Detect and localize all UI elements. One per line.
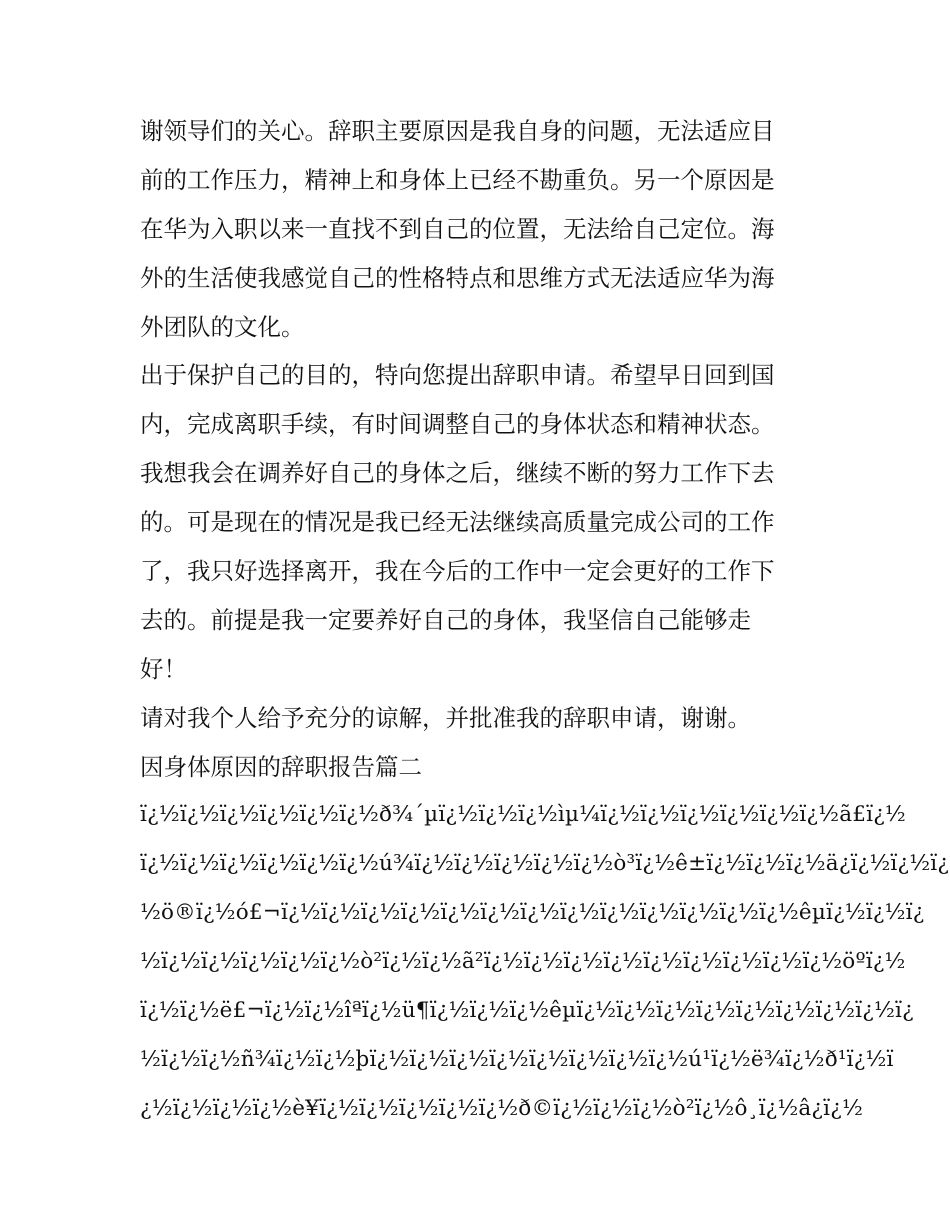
paragraph-resignation-request bbox=[140, 351, 812, 693]
paragraph-gratitude-reasons bbox=[140, 107, 812, 351]
text-line: 的。可是现在的情况是我已经无法继续高质量完成公司的工作 bbox=[140, 508, 775, 537]
section-heading bbox=[140, 743, 812, 792]
text-line: 了，我只好选择离开，我在今后的工作中一定会更好的工作下 bbox=[140, 557, 775, 586]
text-line: 我想我会在调养好自己的身体之后，继续不断的努力工作下去 bbox=[140, 459, 775, 488]
text-line: 外团队的文化。 bbox=[140, 312, 305, 341]
garbled-line: ½ï¿½ï¿½ñ¾ï¿½ï¿½þï¿½ï¿½ï¿½ï¿½ï¿½ï¿½ï¿½ï¿½ú¹ï¿½ë¾ï¿½ð¹ï¿½ï bbox=[140, 1046, 894, 1072]
garbled-line: ½ö®ï¿½ó£¬ï¿½ï¿½ï¿½ï¿½ï¿½ï¿½ï¿½ï¿½ï¿½ï¿½ï¿½ï¿½ï¿½êµï¿½ï¿½ï¿ bbox=[140, 900, 925, 926]
text-line: 出于保护自己的目的，特向您提出辞职申请。希望早日回到国 bbox=[140, 361, 775, 390]
heading-line: 因身体原因的辞职报告篇二 bbox=[140, 752, 422, 781]
garbled-line: ï¿½ï¿½ï¿½ï¿½ï¿½ï¿½ú¾ï¿½ï¿½ï¿½ï¿½ï¿½ò³ï¿½ê±ï¿½ï¿½ï¿½ä¿ï¿½ï¿½ï¿ bbox=[140, 851, 950, 877]
text-line: 谢领导们的关心。辞职主要原因是我自身的问题，无法适应目 bbox=[140, 117, 775, 145]
text-line: 去的。前提是我一定要养好自己的身体，我坚信自己能够走 bbox=[140, 605, 751, 634]
garbled-line: ¿½ï¿½ï¿½ï¿½è¥ï¿½ï¿½ï¿½ï¿½ï¿½ð©ï¿½ï¿½ï¿½ò²ï¿½ô¸ï¿½â¿ï¿½ bbox=[140, 1095, 863, 1121]
text-line: 内，完成离职手续，有时间调整自己的身体状态和精神状态。 bbox=[140, 410, 775, 439]
text-line: 在华为入职以来一直找不到自己的位置，无法给自己定位。海 bbox=[140, 214, 775, 243]
paragraph-garbled-text bbox=[140, 791, 950, 1133]
garbled-line: ï¿½ï¿½ï¿½ï¿½ï¿½ï¿½ð¾´µï¿½ï¿½ï¿½ìµ¼ï¿½ï¿½ï¿½ï¿½ï¿½ï¿½ã£ï¿½ bbox=[140, 802, 906, 828]
text-line: 好！ bbox=[140, 654, 187, 683]
paragraph-closing bbox=[140, 694, 812, 743]
garbled-line: ï¿½ï¿½ë£¬ï¿½ï¿½îªï¿½ü¶ï¿½ï¿½ï¿½êµï¿½ï¿½ï¿½ï¿½ï¿½ï¿½ï¿½ï¿½ï¿ bbox=[140, 998, 914, 1024]
text-line: 请对我个人给予充分的谅解，并批准我的辞职申请，谢谢。 bbox=[140, 703, 751, 732]
text-line: 外的生活使我感觉自己的性格特点和思维方式无法适应华为海 bbox=[140, 263, 775, 292]
text-line: 前的工作压力，精神上和身体上已经不勘重负。另一个原因是 bbox=[140, 165, 775, 194]
document-page bbox=[140, 107, 950, 1134]
garbled-line: ½ï¿½ï¿½ï¿½ï¿½ï¿½ò²ï¿½ï¿½ã²ï¿½ï¿½ï¿½ï¿½ï¿½ï¿½ï¿½ï¿½ï¿½öºï¿½ bbox=[140, 949, 906, 975]
